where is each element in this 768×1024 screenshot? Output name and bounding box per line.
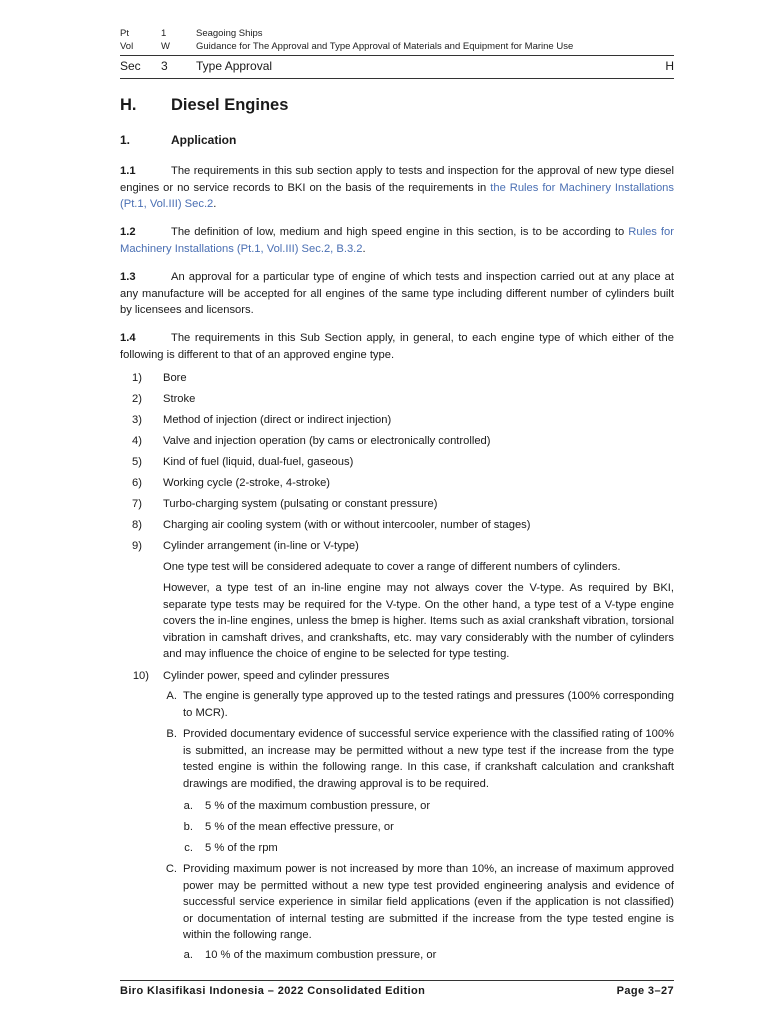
paragraph-1-1 [120, 163, 674, 213]
paragraph-end: . [213, 198, 217, 211]
sub-sub-text: 5 % of the maximum combustion pressure, or [205, 800, 431, 812]
sub-item-B-text: Provided documentary evidence of successful service experience with the classified rating of 100% is submitted, an increase may be permitted without a new type test if the increase from the type tested engine is within the following range. In this case, if crankshaft calculation and crankshaft drawings are modified, the drawing approval is to be required. [183, 728, 674, 790]
list-number: 10) [132, 670, 149, 682]
item-9-note-1: One type test will be considered adequate to cover a range of different numbers of cylinders. [163, 561, 621, 573]
paragraph-number: 1.2 [120, 226, 136, 238]
section-number: H. [120, 96, 137, 114]
sub-item-letter: A. [166, 690, 177, 702]
list-number: 2) [132, 393, 142, 405]
sub-sub-text: 5 % of the mean effective pressure, or [205, 821, 394, 833]
list-number: 4) [132, 435, 142, 447]
list-text: Working cycle (2-stroke, 4-stroke) [163, 477, 331, 489]
header-vol-text: Guidance for The Approval and Type Approval of Materials and Equipment for Marine Use [196, 41, 574, 52]
header-sec-label: Sec [120, 59, 141, 73]
document-page [120, 0, 674, 1024]
header-bottom-rule [120, 78, 674, 79]
item-9-note-2: However, a type test of an in-line engine may not always cover the V-type. As required by BKI, separate type tests may be required for the V-type. On the other hand, a type test of a V-type engine covers the in-line engines, unless the bmep is higher. Items such as axial crankshaft vibration, torsional vibration in camshaft drives, and crankshafts, etc. may vary considerably with the number of cylinders and may influence the choice of engine to be selected for type testing. [163, 582, 674, 661]
list-number: 1) [132, 372, 142, 384]
header-pt-label: Pt [120, 28, 129, 39]
paragraph-1-3 [120, 269, 674, 319]
footer-page-number: Page 3–27 [616, 985, 674, 997]
footer-publisher: Biro Klasifikasi Indonesia – 2022 Consolidated Edition [120, 985, 426, 997]
sub-sub-letter: a. [183, 800, 193, 812]
list-text: Cylinder power, speed and cylinder pressures [163, 670, 390, 682]
list-text: Kind of fuel (liquid, dual-fuel, gaseous) [163, 456, 354, 468]
paragraph-1-4 [120, 330, 674, 363]
list-number: 7) [132, 498, 142, 510]
list-text: Stroke [163, 393, 196, 405]
sub-item-letter: B. [166, 728, 177, 740]
list-text: Charging air cooling system (with or without intercooler, number of stages) [163, 519, 531, 531]
header-sec-value: 3 [161, 59, 168, 73]
paragraph-number: 1.3 [120, 271, 136, 283]
header-divider [120, 55, 674, 56]
list-text: Bore [163, 372, 187, 384]
paragraph-1-2 [120, 224, 674, 257]
sub-item-A-text: The engine is generally type approved up to the tested ratings and pressures (100% corresponding to MCR). [183, 690, 674, 719]
header-vol-value: W [161, 41, 170, 52]
sub-sub-text: 10 % of the maximum combustion pressure, or [205, 949, 437, 961]
sub-sub-letter: a. [183, 949, 193, 961]
header-pt-text: Seagoing Ships [196, 28, 263, 39]
list-number: 5) [132, 456, 142, 468]
sub-item-letter: C. [165, 863, 177, 875]
paragraph-number: 1.4 [120, 332, 136, 344]
paragraph-text: The definition of low, medium and high speed engine in this section, is to be according to [171, 226, 629, 238]
header-sec-text: Type Approval [196, 59, 273, 73]
section-title: Diesel Engines [171, 96, 289, 114]
paragraph-number: 1.1 [120, 165, 136, 177]
list-number: 8) [132, 519, 142, 531]
paragraph-end: . [362, 242, 366, 255]
rules-link[interactable]: Rules for Machinery Installations (Pt.1, Vol.III) Sec.2, B.3.2 [120, 226, 674, 255]
sub-item-C-text: Providing maximum power is not increased by more than 10%, an increase of maximum approved power may be permitted without a new type test provided engineering analysis and evidence of successful service experience in similar field applications (even if the application is not classified) or documentation of internal testing are submitted if the increase from the type tested engine is within the following range. [183, 863, 674, 942]
paragraph-text: An approval for a particular type of engine of which tests and inspection carried out at any place at any manufacture will be accepted for all engines of the same type including different number of cylinders built by licensees and licensors. [120, 271, 674, 317]
paragraph-text: The requirements in this sub section apply to tests and inspection for the approval of new type diesel engines or no service records to BKI on the basis of the requirements in [120, 165, 674, 194]
footer-rule [120, 980, 674, 981]
page-footer [120, 985, 674, 1001]
subsection-title: Application [171, 133, 237, 147]
list-text: Method of injection (direct or indirect injection) [163, 414, 392, 426]
rules-link[interactable]: the Rules for Machinery Installations (Pt.1, Vol.III) Sec.2 [120, 181, 674, 211]
list-number: 6) [132, 477, 142, 489]
sub-sub-letter: c. [184, 842, 193, 854]
header-sec-row [120, 59, 674, 75]
subsection-number: 1. [120, 133, 131, 147]
header-pt-value: 1 [161, 28, 167, 39]
list-text: Cylinder arrangement (in-line or V-type) [163, 540, 359, 552]
list-number: 3) [132, 414, 142, 426]
sub-sub-letter: b. [183, 821, 193, 833]
header-vol-label: Vol [120, 41, 134, 52]
list-text: Turbo-charging system (pulsating or constant pressure) [163, 498, 438, 510]
paragraph-text: The requirements in this Sub Section apply, in general, to each engine type of which either of the following is different to that of an approved engine type. [120, 332, 674, 361]
list-number: 9) [132, 540, 142, 552]
header-sec-letter: H [665, 59, 674, 73]
sub-sub-text: 5 % of the rpm [205, 842, 278, 854]
list-text: Valve and injection operation (by cams or electronically controlled) [163, 435, 491, 447]
